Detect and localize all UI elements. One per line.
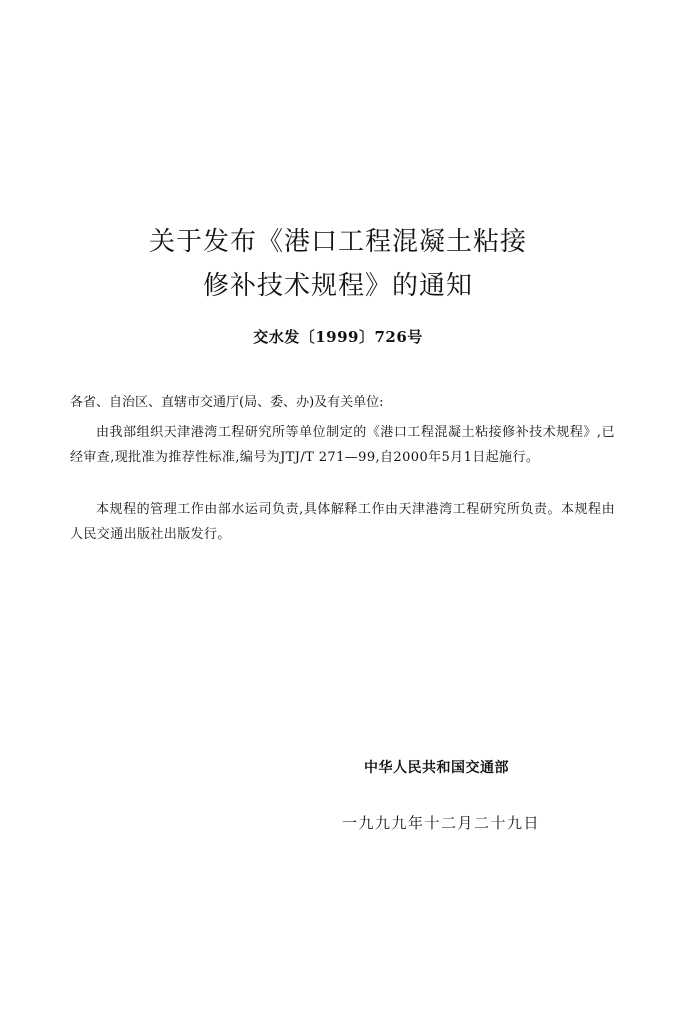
title-line-1: 关于发布《港口工程混凝土粘接 bbox=[148, 227, 527, 257]
addressee: 各省、自治区、直辖市交通厅(局、委、办)及有关单位: bbox=[70, 395, 384, 410]
issuing-authority: 中华人民共和国交通部 bbox=[364, 760, 509, 776]
issue-date: 一九九九年十二月二十九日 bbox=[342, 814, 541, 832]
body-paragraph-1: 由我部组织天津港湾工程研究所等单位制定的《港口工程混凝土粘接修补技术规程》,已经审查,现批准为推荐性标准,编号为JTJ/T 271—99,自2000年5月1日起施行。 bbox=[70, 425, 615, 465]
body-paragraph-2: 本规程的管理工作由部水运司负责,具体解释工作由天津港湾工程研究所负责。本规程由人民交通出版社出版发行。 bbox=[70, 502, 615, 542]
document-number: 交水发〔1999〕726号 bbox=[253, 328, 423, 346]
title-line-2: 修补技术规程》的通知 bbox=[202, 271, 473, 301]
